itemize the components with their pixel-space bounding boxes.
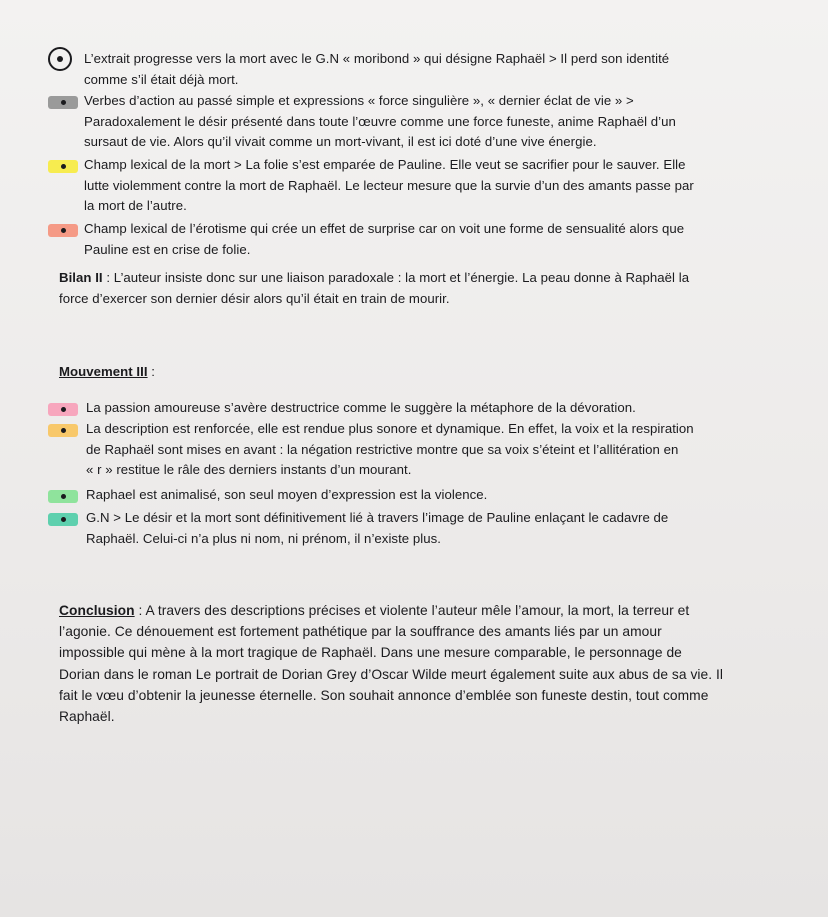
text-line: lutte violemment contre la mort de Raphaël. Le lecteur mesure que la survie d’un des amants passe par [84, 177, 694, 193]
bilan-text: : L’auteur insiste donc sur une liaison paradoxale : la mort et l’énergie. La peau donne à Raphaël la [102, 270, 690, 285]
text-line: Dorian dans le roman Le portrait de Dorian Grey d’Oscar Wilde meurt également suite aux abus de sa vie. Il [59, 666, 724, 682]
bullet-animalise [86, 485, 786, 506]
gray-highlight-bullet-icon [48, 96, 78, 109]
bullet-desir-mort [86, 508, 786, 549]
circle-bullet-icon [48, 47, 72, 71]
text-line: « r » restitue le râle des derniers instants d’un mourant. [86, 462, 412, 478]
bullet-passion [86, 398, 786, 419]
text-line: Paradoxalement le désir présenté dans toute l’œuvre comme une force funeste, anime Raphaël d’un [84, 113, 676, 129]
text-line: La passion amoureuse s’avère destructrice comme le suggère la métaphore de la dévoration. [86, 400, 636, 415]
salmon-highlight-bullet-icon [48, 224, 78, 237]
bullet-verbes-action [84, 91, 784, 153]
text-line: L’extrait progresse vers la mort avec le G.N « moribond » qui désigne Raphaël > Il perd son identité [84, 51, 670, 66]
text-line: G.N > Le désir et la mort sont définitivement lié à travers l’image de Pauline enlaçant le cadavre de [86, 510, 669, 525]
text-line: fait le vœu d’obtenir la jeunesse éternelle. Son souhait annonce d’emblée son funeste destin, tout comme [59, 687, 709, 703]
bilan-paragraph [59, 268, 789, 309]
conclusion-paragraph [59, 600, 789, 727]
text-line: impossible qui mène à la mort tragique de Raphaël. Dans une mesure comparable, le personnage de [59, 645, 682, 661]
text-line [59, 600, 789, 621]
bullet-champ-mort [84, 155, 784, 217]
pink-highlight-bullet-icon [48, 403, 78, 416]
section-heading: Mouvement III [59, 364, 148, 379]
text-line: de Raphaël sont mises en avant : la négation restrictive montre que sa voix s’éteint et l’allitération en [86, 441, 679, 457]
yellow-highlight-bullet-icon [48, 160, 78, 173]
heading-colon: : [147, 364, 156, 379]
text-line: Pauline est en crise de folie. [84, 241, 251, 257]
bilan-label: Bilan II [59, 270, 103, 285]
bullet-erotisme [84, 219, 784, 260]
orange-highlight-bullet-icon [48, 424, 78, 437]
green-highlight-bullet-icon [48, 490, 78, 503]
text-line: Raphael est animalisé, son seul moyen d’expression est la violence. [86, 487, 488, 502]
text-line: Champ lexical de la mort > La folie s’est emparée de Pauline. Elle veut se sacrifier pour le sauver. Elle [84, 157, 686, 172]
text-line: la mort de l’autre. [84, 198, 187, 214]
text-line: Raphaël. Celui-ci n’a plus ni nom, ni prénom, il n’existe plus. [86, 530, 441, 546]
teal-highlight-bullet-icon [48, 513, 78, 526]
text-line: Verbes d’action au passé simple et expressions « force singulière », « dernier éclat de vie » > [84, 93, 634, 108]
text-line: l’agonie. Ce dénouement est fortement pathétique par la souffrance des amants liés par un amour [59, 624, 662, 640]
text-line: force d’exercer son dernier désir alors qu’il était en train de mourir. [59, 290, 450, 306]
conclusion-text: : A travers des descriptions précises et violente l’auteur mêle l’amour, la mort, la terreur et [134, 603, 690, 618]
text-line: La description est renforcée, elle est rendue plus sonore et dynamique. En effet, la voix et la respiration [86, 421, 694, 436]
text-line: comme s’il était déjà mort. [84, 71, 239, 87]
text-line: sursaut de vie. Alors qu’il vivait comme un mort-vivant, il est ici doté d’une vive énergie. [84, 134, 597, 150]
text-line [59, 268, 789, 289]
text-line: Champ lexical de l’érotisme qui crée un effet de surprise car on voit une forme de sensualité alors que [84, 221, 685, 236]
conclusion-label: Conclusion [59, 603, 135, 618]
bullet-description [86, 419, 786, 481]
text-line: Raphaël. [59, 709, 115, 725]
mouvement-3-heading [59, 362, 789, 383]
bullet-moribond [84, 49, 784, 90]
